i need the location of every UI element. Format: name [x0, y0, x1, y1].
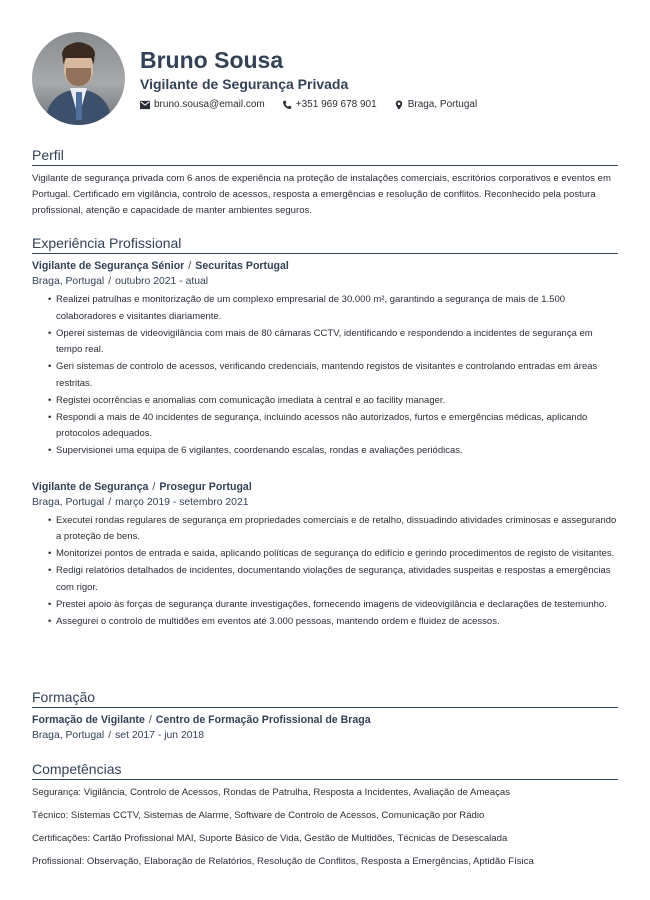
profile-text: Vigilante de segurança privada com 6 anos de experiência na proteção de instalações comerciais, escritórios corporativos e eventos em Portugal. Certificado em vigilância, controlo de acessos, resposta a emergências e resolução de conflitos. Reconhecido pela postura profissional, atenção e capacidade de manter ambientes seguros. [32, 173, 611, 216]
section-heading-education: Formação [32, 689, 618, 708]
separator: / [108, 276, 112, 287]
resume-header [32, 32, 618, 127]
job-period: outubro 2021 - atual [115, 276, 209, 287]
job-bullet: • Prestei apoio às forças de segurança durante investigações, fornecendo imagens de videovigilância e declarações de testemunho. [48, 597, 618, 614]
skill-line: Técnico: Sistemas CCTV, Sistemas de Alarme, Software de Controlo de Acessos, Comunicação por Rádio [32, 810, 485, 821]
job-bullet: • Realizei patrulhas e monitorização de um complexo empresarial de 30.000 m², garantindo a segurança de mais de 1.500 colaboradores e visitantes diariamente. [48, 292, 618, 325]
contact-phone-text: +351 969 678 901 [295, 99, 377, 110]
job-bullet: • Geri sistemas de controlo de acessos, verificando credenciais, mantendo registos de visitantes e controlando entradas em áreas restritas. [48, 359, 618, 392]
separator: / [148, 714, 152, 726]
job-bullets [32, 292, 618, 460]
job-location: Braga, Portugal [32, 496, 105, 508]
job-bullet: • Respondi a mais de 40 incidentes de segurança, incluindo acessos não autorizados, furtos e emergências médicas, aplicando protocolos adequados. [48, 410, 618, 443]
separator: / [188, 260, 192, 272]
contact-location [394, 99, 478, 110]
job-meta [32, 495, 618, 510]
contact-email[interactable] [140, 99, 265, 110]
avatar-hair [62, 44, 95, 58]
education-degree: Formação de Vigilante [32, 714, 145, 726]
contact-bar [140, 99, 494, 110]
contact-phone[interactable] [282, 99, 377, 110]
avatar-beard [66, 68, 91, 86]
job-role: Vigilante de Segurança [32, 480, 149, 493]
avatar [32, 32, 125, 125]
skill-line: Profissional: Observação, Elaboração de Relatórios, Resolução de Conflitos, Resposta a Emergências, Aptidão Física [32, 856, 534, 867]
candidate-name: Bruno Sousa [140, 47, 284, 73]
envelope-icon [140, 100, 150, 110]
job-bullet: • Assegurei o controlo de multidões em eventos até 3.000 pessoas, mantendo ordem e fluidez de acessos. [48, 614, 618, 631]
job-bullet: • Monitorizei pontos de entrada e saída, aplicando políticas de segurança do edifício e gerindo procedimentos de registo de visitantes. [48, 546, 618, 563]
job-bullet: • Operei sistemas de videovigilância com mais de 80 câmaras CCTV, identificando e respondendo a incidentes de segurança em tempo real. [48, 326, 618, 359]
candidate-title: Vigilante de Segurança Privada [140, 76, 349, 92]
experience-section [32, 235, 618, 631]
location-pin-icon [394, 100, 404, 110]
education-meta [32, 728, 618, 743]
education-school: Centro de Formação Profissional de Braga [155, 714, 371, 726]
job-bullet: • Supervisionei uma equipa de 6 vigilantes, coordenando escalas, rondas e avaliações periódicas. [48, 443, 618, 460]
separator: / [152, 480, 156, 493]
separator: / [108, 730, 112, 741]
profile-section [32, 147, 618, 219]
section-heading-skills: Competências [32, 761, 618, 780]
education-location: Braga, Portugal [32, 730, 105, 741]
avatar-tie [76, 92, 82, 120]
job-entry [32, 480, 618, 631]
job-period: março 2019 - setembro 2021 [115, 496, 249, 508]
skill-line: Certificações: Cartão Profissional MAI, Suporte Básico de Vida, Gestão de Multidões, Técnicas de Desescalada [32, 833, 508, 844]
phone-icon [282, 100, 292, 110]
job-header [32, 480, 618, 495]
skill-line: Segurança: Vigilância, Controlo de Acessos, Rondas de Patrulha, Resposta a Incidentes, Avaliação de Ameaças [32, 787, 511, 798]
job-bullet: • Registei ocorrências e anomalias com comunicação imediata à central e ao facility manager. [48, 393, 618, 410]
job-bullet: • Executei rondas regulares de segurança em propriedades comerciais e de retalho, dissuadindo atividades criminosas e assegurando a proteção de bens. [48, 513, 618, 546]
job-header [32, 259, 618, 274]
job-meta [32, 274, 618, 289]
education-period: set 2017 - jun 2018 [115, 730, 205, 741]
job-company: Securitas Portugal [195, 260, 289, 272]
job-bullet: • Redigi relatórios detalhados de incidentes, documentando violações de segurança, atividades suspeitas e respostas a emergências com rigor. [48, 563, 618, 596]
contact-location-text: Braga, Portugal [407, 99, 478, 110]
job-company: Prosegur Portugal [159, 480, 252, 493]
job-entry [32, 259, 618, 460]
section-heading-experience: Experiência Profissional [32, 235, 618, 254]
skills-section [32, 761, 618, 877]
job-bullets [32, 513, 618, 631]
separator: / [108, 496, 112, 508]
education-header [32, 713, 618, 728]
contact-email-text: bruno.sousa@email.com [154, 99, 265, 110]
section-heading-profile: Perfil [32, 147, 618, 166]
job-role: Vigilante de Segurança Sénior [32, 260, 185, 272]
job-location: Braga, Portugal [32, 276, 105, 287]
education-section [32, 689, 618, 746]
